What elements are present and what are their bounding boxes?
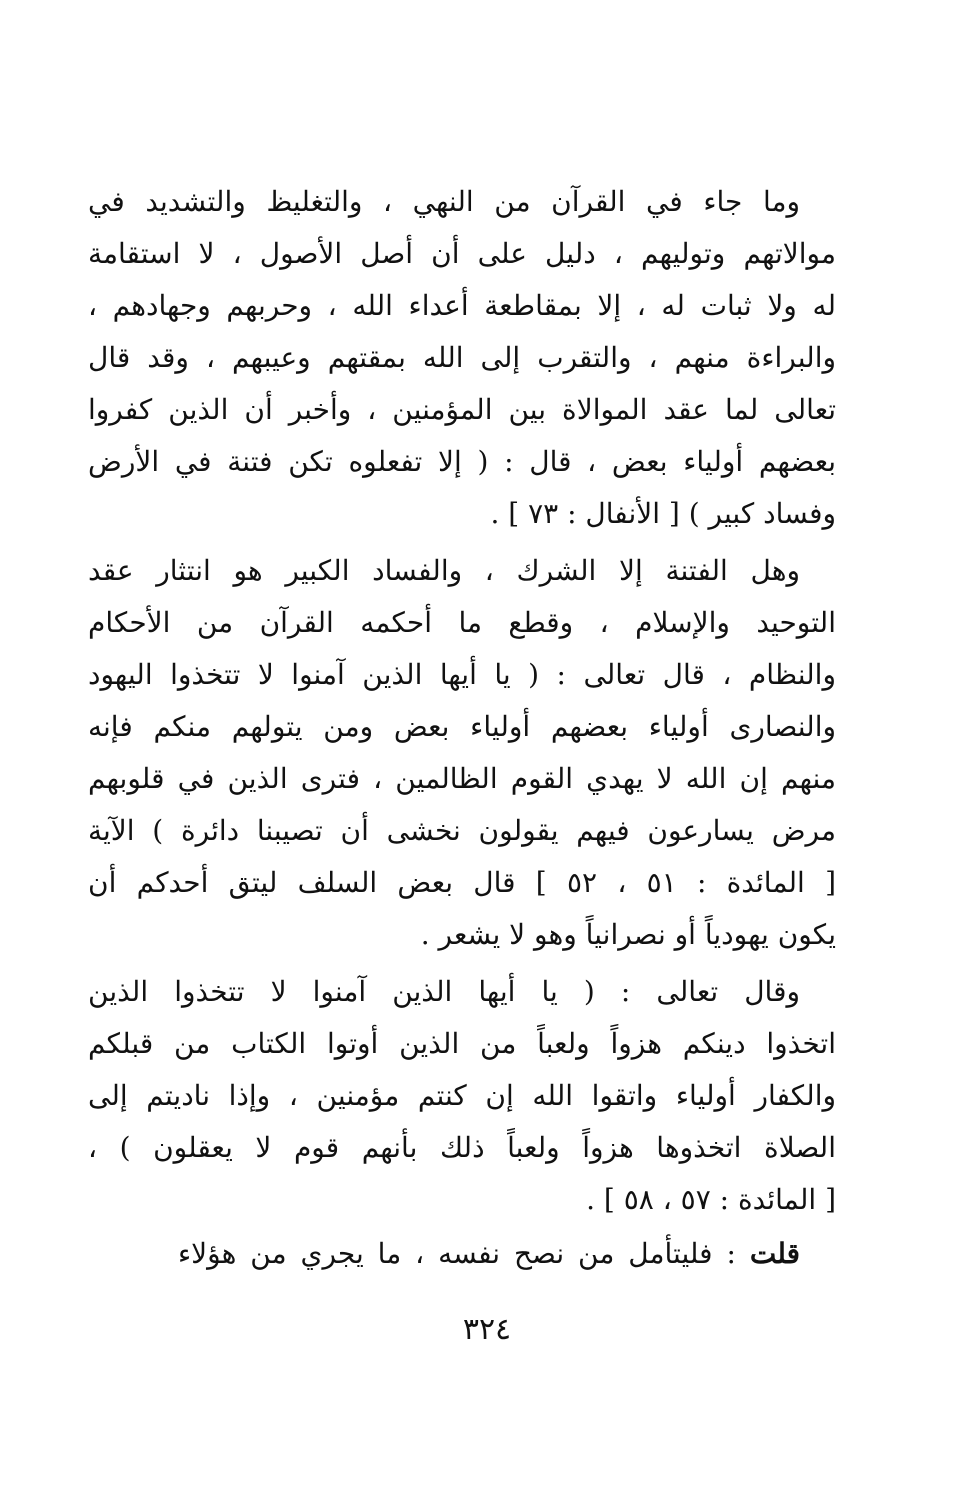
paragraph-2 [88, 545, 836, 961]
paragraph-line: والكفار أولياء واتقوا الله إن كنتم مؤمنين ، وإذا ناديتم إلى [88, 1079, 836, 1112]
paragraph-line: التوحيد والإسلام ، وقطع ما أحكمه القرآن من الأحكام [88, 606, 836, 639]
paragraph-4 [88, 1228, 836, 1280]
paragraph-line: منهم إن الله لا يهدي القوم الظالمين ، فترى الذين في قلوبهم [88, 762, 837, 795]
paragraph-line: وما جاء في القرآن من النهي ، والتغليظ والتشديد في [88, 185, 800, 218]
paragraph-line: تعالى لما عقد الموالاة بين المؤمنين ، وأخبر أن الذين كفروا [88, 393, 836, 426]
bold-lead-word: قلت [749, 1237, 800, 1270]
page-number: ٣٢٤ [462, 1312, 512, 1347]
paragraph-line-rest: : فليتأمل من نصح نفسه ، ما يجري من هؤلاء [178, 1237, 750, 1270]
paragraph-line: بعضهم أولياء بعض ، قال : ( إلا تفعلوه تكن فتنة في الأرض [88, 445, 836, 478]
paragraph-line: وقال تعالى : ( يا أيها الذين آمنوا لا تتخذوا الذين [88, 975, 800, 1008]
paragraph-line: اتخذوا دينكم هزواً ولعباً من الذين أوتوا الكتاب من قبلكم [88, 1027, 836, 1060]
paragraph-line: وهل الفتنة إلا الشرك ، والفساد الكبير هو انتثار عقد [88, 554, 800, 587]
paragraph-1 [88, 176, 836, 540]
paragraph-line: وفساد كبير ) [ الأنفال : ٧٣ ] . [490, 497, 836, 530]
paragraph-line: والنظام ، قال تعالى : ( يا أيها الذين آمنوا لا تتخذوا اليهود [88, 658, 836, 691]
paragraph-line: الصلاة اتخذوها هزواً ولعباً ذلك بأنهم قوم لا يعقلون ) ، [88, 1131, 836, 1164]
paragraph-3 [88, 966, 836, 1226]
paragraph-line: [ المائدة : ٥٧ ، ٥٨ ] . [586, 1183, 836, 1216]
paragraph-line: [ المائدة : ٥١ ، ٥٢ ] قال بعض السلف ليتق أحدكم أن [88, 866, 836, 899]
paragraph-line: له ولا ثبات له ، إلا بمقاطعة أعداء الله ، وحربهم وجهادهم ، [88, 289, 836, 322]
paragraph-line: مرض يسارعون فيهم يقولون نخشى أن تصيبنا دائرة ) الآية [88, 814, 836, 847]
paragraph-line: يكون يهودياً أو نصرانياً وهو لا يشعر . [420, 918, 836, 951]
paragraph-line [88, 1228, 836, 1280]
paragraph-line: والبراءة منهم ، والتقرب إلى الله بمقتهم وعيبهم ، وقد قال [88, 341, 836, 374]
paragraph-line: موالاتهم وتوليهم ، دليل على أن أصل الأصول ، لا استقامة [88, 237, 836, 270]
paragraph-line: والنصارى أولياء بعضهم أولياء بعض ومن يتولهم منكم فإنه [88, 710, 836, 743]
